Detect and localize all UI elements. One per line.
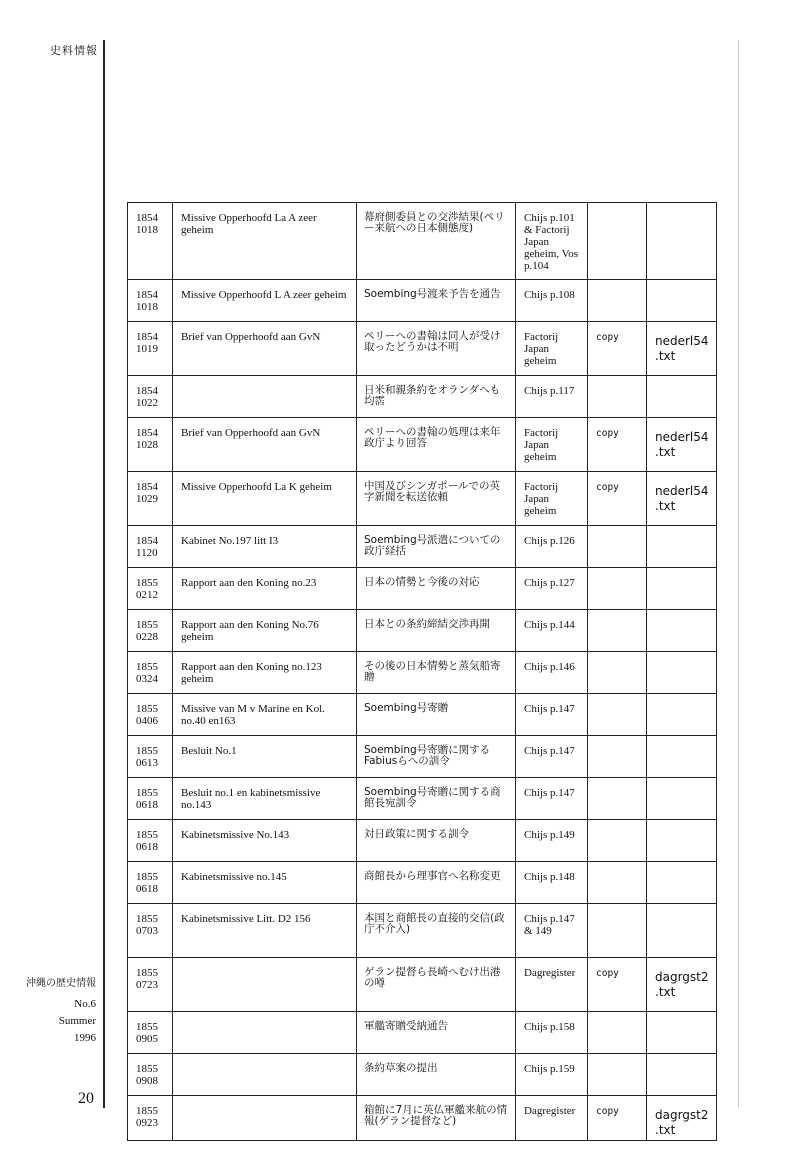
source-cell: Chijs p.108 (516, 280, 588, 322)
summary-cell: Soembing号派遣についての政庁経括 (357, 526, 516, 568)
section-header-label: 史料情報 (50, 44, 98, 57)
table-row (128, 694, 717, 736)
copy-cell (588, 652, 647, 694)
document-title-cell: Brief van Opperhoofd aan GvN (173, 418, 357, 472)
copy-cell (588, 904, 647, 958)
document-title-cell: Kabinet No.197 litt I3 (173, 526, 357, 568)
date-year: 1855 (136, 871, 158, 883)
source-cell: Chijs p.117 (516, 376, 588, 418)
copy-cell (588, 610, 647, 652)
document-title-cell: Brief van Opperhoofd aan GvN (173, 322, 357, 376)
table-row (128, 1054, 717, 1096)
source-cell: Dagregister (516, 958, 588, 1012)
table-row (128, 736, 717, 778)
summary-cell: ゲラン提督ら長崎へむけ出港の噂 (357, 958, 516, 1012)
copy-cell: copy (588, 1096, 647, 1141)
date-year: 1854 (136, 535, 158, 547)
document-title-cell: Missive van M v Marine en Kol. no.40 en163 (173, 694, 357, 736)
summary-cell: Soembing号寄贈 (357, 694, 516, 736)
file-cell (647, 203, 717, 280)
file-cell (647, 568, 717, 610)
date-monthday: 1019 (136, 343, 158, 355)
date-cell (128, 526, 173, 568)
date-cell (128, 862, 173, 904)
copy-cell (588, 694, 647, 736)
document-title-cell: Missive Opperhoofd La K geheim (173, 472, 357, 526)
date-cell (128, 376, 173, 418)
copy-cell (588, 820, 647, 862)
summary-cell: Soembing号渡来予告を通告 (357, 280, 516, 322)
date-year: 1855 (136, 745, 158, 757)
table-row (128, 862, 717, 904)
table-row (128, 1012, 717, 1054)
summary-cell: 軍艦寄贈受納通告 (357, 1012, 516, 1054)
date-cell (128, 568, 173, 610)
summary-cell: 幕府側委員との交渉結果(ペリー来航への日本側態度) (357, 203, 516, 280)
date-monthday: 0618 (136, 841, 158, 853)
file-cell (647, 280, 717, 322)
file-cell (647, 652, 717, 694)
copy-cell: copy (588, 958, 647, 1012)
date-year: 1854 (136, 212, 158, 224)
table-row (128, 958, 717, 1012)
file-cell: dagrgst2 .txt (647, 1096, 717, 1141)
date-cell (128, 1054, 173, 1096)
source-cell: Chijs p.146 (516, 652, 588, 694)
summary-cell: 日本との条約締結交渉再開 (357, 610, 516, 652)
file-cell (647, 526, 717, 568)
summary-cell: その後の日本情勢と蒸気船寄贈 (357, 652, 516, 694)
copy-cell (588, 1054, 647, 1096)
date-cell (128, 694, 173, 736)
file-cell (647, 1054, 717, 1096)
table-row (128, 778, 717, 820)
source-cell: Chijs p.148 (516, 862, 588, 904)
document-title-cell (173, 1012, 357, 1054)
date-year: 1855 (136, 829, 158, 841)
table-row (128, 904, 717, 958)
table-row (128, 820, 717, 862)
issue-season: Summer (58, 1015, 96, 1027)
date-monthday: 1029 (136, 493, 158, 505)
date-year: 1854 (136, 481, 158, 493)
date-cell (128, 472, 173, 526)
date-monthday: 1022 (136, 397, 158, 409)
date-year: 1854 (136, 385, 158, 397)
summary-cell: 本国と商館長の直接的交信(政庁不介入) (357, 904, 516, 958)
date-monthday: 0406 (136, 715, 158, 727)
date-monthday: 0212 (136, 589, 158, 601)
publication-title: 沖縄の歴史情報 (26, 978, 96, 989)
table-row (128, 472, 717, 526)
source-cell: Factorij Japan geheim (516, 472, 588, 526)
summary-cell: 箱館に7月に英仏軍艦来航の情報(ゲラン提督など) (357, 1096, 516, 1141)
date-monthday: 1018 (136, 224, 158, 236)
table-row (128, 652, 717, 694)
date-year: 1854 (136, 427, 158, 439)
copy-cell: copy (588, 322, 647, 376)
table-row (128, 568, 717, 610)
summary-cell: 日米和親条約をオランダへも均霑 (357, 376, 516, 418)
summary-cell: ペリーへの書翰の処理は来年政庁より回答 (357, 418, 516, 472)
table-row (128, 280, 717, 322)
date-monthday: 0618 (136, 799, 158, 811)
source-cell: Chijs p.159 (516, 1054, 588, 1096)
source-cell: Chijs p.126 (516, 526, 588, 568)
source-cell: Chijs p.158 (516, 1012, 588, 1054)
file-cell (647, 778, 717, 820)
publication-info (20, 975, 96, 1047)
date-cell (128, 652, 173, 694)
document-title-cell (173, 1054, 357, 1096)
file-cell: nederl54 .txt (647, 322, 717, 376)
source-cell: Dagregister (516, 1096, 588, 1141)
file-cell (647, 820, 717, 862)
table-row (128, 376, 717, 418)
date-monthday: 0228 (136, 631, 158, 643)
page-number: 20 (78, 1090, 94, 1107)
date-year: 1855 (136, 703, 158, 715)
summary-cell: 商館長から理事官へ名称変更 (357, 862, 516, 904)
date-year: 1855 (136, 1105, 158, 1117)
summary-cell: Soembing号寄贈に関する商館長宛訓令 (357, 778, 516, 820)
summary-cell: Soembing号寄贈に関するFabiusらへの訓令 (357, 736, 516, 778)
file-cell (647, 610, 717, 652)
document-title-cell: Kabinetsmissive no.145 (173, 862, 357, 904)
document-title-cell (173, 1096, 357, 1141)
copy-cell (588, 736, 647, 778)
document-title-cell (173, 376, 357, 418)
copy-cell (588, 568, 647, 610)
source-cell: Chijs p.144 (516, 610, 588, 652)
document-title-cell: Besluit No.1 (173, 736, 357, 778)
date-cell (128, 778, 173, 820)
source-cell: Chijs p.147 (516, 736, 588, 778)
document-title-cell: Kabinetsmissive Litt. D2 156 (173, 904, 357, 958)
date-monthday: 0723 (136, 979, 158, 991)
date-cell (128, 958, 173, 1012)
copy-cell (588, 778, 647, 820)
date-monthday: 0908 (136, 1075, 158, 1087)
file-cell (647, 862, 717, 904)
document-title-cell: Rapport aan den Koning no.123 geheim (173, 652, 357, 694)
table-row (128, 1096, 717, 1141)
records-table-body (128, 203, 717, 1141)
document-title-cell: Kabinetsmissive No.143 (173, 820, 357, 862)
date-year: 1855 (136, 967, 158, 979)
date-cell (128, 203, 173, 280)
date-year: 1855 (136, 913, 158, 925)
source-cell: Chijs p.147 (516, 694, 588, 736)
date-year: 1855 (136, 619, 158, 631)
date-monthday: 0613 (136, 757, 158, 769)
copy-cell (588, 526, 647, 568)
date-year: 1855 (136, 1063, 158, 1075)
date-monthday: 0324 (136, 673, 158, 685)
copy-cell: copy (588, 472, 647, 526)
summary-cell: 条約草案の提出 (357, 1054, 516, 1096)
copy-cell (588, 376, 647, 418)
issue-year: 1996 (74, 1032, 96, 1044)
file-cell (647, 694, 717, 736)
copy-cell (588, 862, 647, 904)
file-cell: nederl54 .txt (647, 418, 717, 472)
table-row (128, 203, 717, 280)
date-monthday: 1018 (136, 301, 158, 313)
date-year: 1854 (136, 331, 158, 343)
source-cell: Chijs p.147 & 149 (516, 904, 588, 958)
summary-cell: 中国及びシンガポールでの英字新聞を転送依頼 (357, 472, 516, 526)
date-monthday: 0923 (136, 1117, 158, 1129)
file-cell: nederl54 .txt (647, 472, 717, 526)
source-cell: Factorij Japan geheim (516, 418, 588, 472)
date-cell (128, 418, 173, 472)
page-edge-shadow (738, 40, 739, 1108)
date-cell (128, 280, 173, 322)
date-cell (128, 904, 173, 958)
table-row (128, 322, 717, 376)
records-table (127, 202, 717, 1141)
issue-number: No.6 (74, 998, 96, 1010)
date-cell (128, 736, 173, 778)
date-monthday: 0618 (136, 883, 158, 895)
table-row (128, 418, 717, 472)
date-year: 1855 (136, 661, 158, 673)
summary-cell: 対日政策に関する訓令 (357, 820, 516, 862)
date-cell (128, 322, 173, 376)
date-cell (128, 1096, 173, 1141)
copy-cell (588, 280, 647, 322)
date-monthday: 0703 (136, 925, 158, 937)
table-row (128, 610, 717, 652)
source-cell: Chijs p.149 (516, 820, 588, 862)
summary-cell: 日本の情勢と今後の対応 (357, 568, 516, 610)
table-row (128, 526, 717, 568)
date-year: 1855 (136, 577, 158, 589)
date-year: 1854 (136, 289, 158, 301)
left-margin-rule (103, 40, 105, 1108)
file-cell (647, 1012, 717, 1054)
file-cell: dagrgst2 .txt (647, 958, 717, 1012)
date-cell (128, 610, 173, 652)
file-cell (647, 736, 717, 778)
file-cell (647, 376, 717, 418)
file-cell (647, 904, 717, 958)
copy-cell (588, 203, 647, 280)
date-monthday: 1120 (136, 547, 158, 559)
document-title-cell: Missive Opperhoofd La A zeer geheim (173, 203, 357, 280)
date-cell (128, 1012, 173, 1054)
copy-cell: copy (588, 418, 647, 472)
date-cell (128, 820, 173, 862)
date-monthday: 0905 (136, 1033, 158, 1045)
date-year: 1855 (136, 787, 158, 799)
source-cell: Chijs p.127 (516, 568, 588, 610)
source-cell: Factorij Japan geheim (516, 322, 588, 376)
copy-cell (588, 1012, 647, 1054)
document-title-cell: Rapport aan den Koning No.76 geheim (173, 610, 357, 652)
document-title-cell: Besluit no.1 en kabinetsmissive no.143 (173, 778, 357, 820)
document-title-cell: Rapport aan den Koning no.23 (173, 568, 357, 610)
summary-cell: ペリーへの書翰は同人が受け取ったどうかは不明 (357, 322, 516, 376)
source-cell: Chijs p.101 & Factorij Japan geheim, Vos p.104 (516, 203, 588, 280)
source-cell: Chijs p.147 (516, 778, 588, 820)
date-year: 1855 (136, 1021, 158, 1033)
document-title-cell: Missive Opperhoofd L A zeer geheim (173, 280, 357, 322)
date-monthday: 1028 (136, 439, 158, 451)
document-title-cell (173, 958, 357, 1012)
